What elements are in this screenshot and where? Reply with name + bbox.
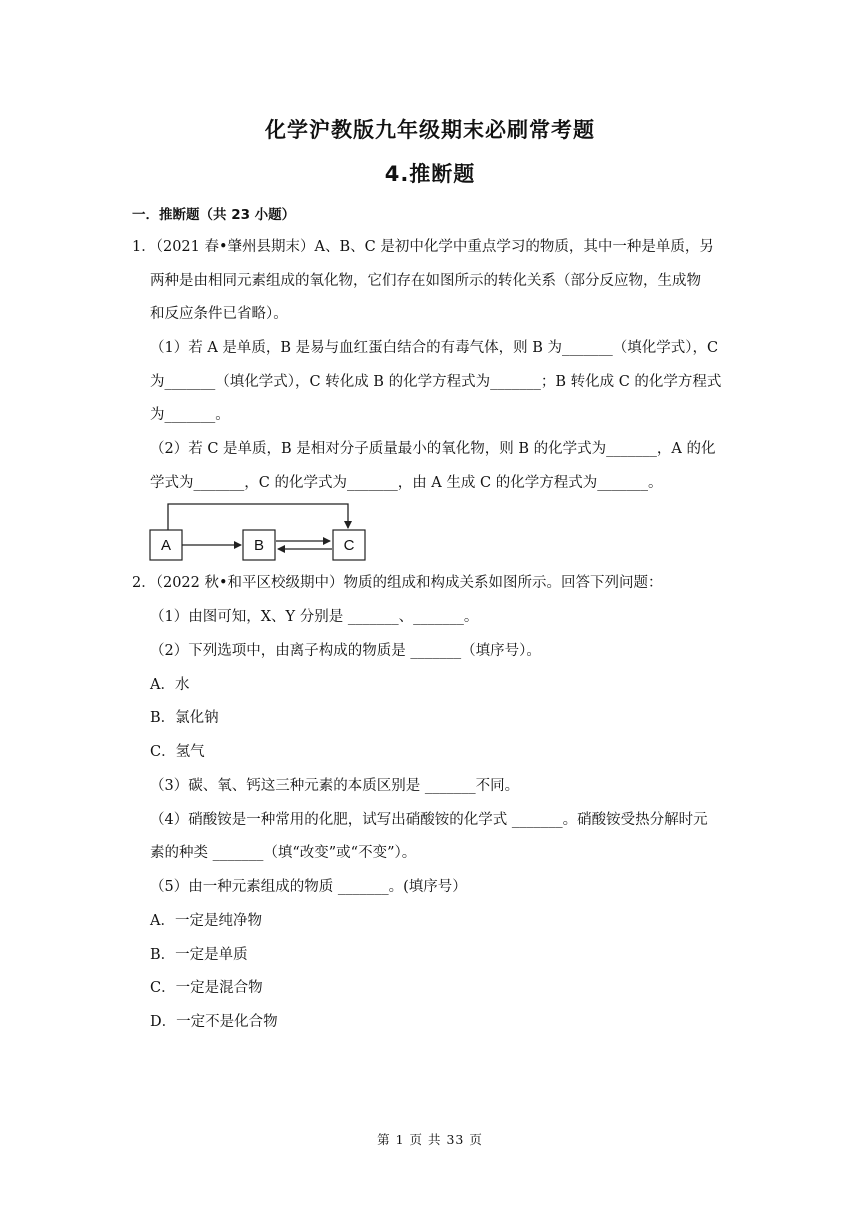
question-2-line-1: 2．（2022 秋•和平区校级期中）物质的组成和构成关系如图所示。回答下列问题： <box>132 575 663 591</box>
question-2-part-5-option-a: A．一定是纯净物 <box>150 913 262 929</box>
node-c-box <box>333 530 365 560</box>
node-b-label: B <box>253 537 265 554</box>
question-1-line-2: 两种是由相同元素组成的氧化物，它们存在如图所示的转化关系（部分反应物，生成物 <box>150 273 701 289</box>
section-heading: 一．推断题（共 23 小题） <box>132 207 296 223</box>
conversion-diagram <box>148 502 370 564</box>
node-c-label: C <box>343 537 355 554</box>
question-2-part-2-option-c: C．氢气 <box>150 744 205 760</box>
page-footer: 第 1 页 共 33 页 <box>377 1132 483 1147</box>
question-2-part-5: （5）由一种元素组成的物质 _______。(填序号） <box>150 879 467 895</box>
question-1-part-2-line-1: （2）若 C 是单质，B 是相对分子质量最小的氧化物，则 B 的化学式为_______，A 的化 <box>150 441 716 457</box>
question-2-part-5-option-c: C．一定是混合物 <box>150 980 263 996</box>
question-2-part-5-option-d: D．一定不是化合物 <box>150 1014 278 1030</box>
question-1-part-1-line-2: 为_______（填化学式），C 转化成 B 的化学方程式为_______；B 转化成 C 的化学方程式 <box>150 374 722 390</box>
node-b-box <box>243 530 275 560</box>
question-1-line-3: 和反应条件已省略）。 <box>150 306 288 322</box>
document-title: 化学沪教版九年级期末必刷常考题 <box>265 118 595 142</box>
question-2-part-4-line-2: 素的种类 _______（填“改变”或“不变”）。 <box>150 845 417 861</box>
node-a-box <box>150 530 182 560</box>
question-2-part-4-line-1: （4）硝酸铵是一种常用的化肥，试写出硝酸铵的化学式 _______。硝酸铵受热分解时元 <box>150 812 708 828</box>
document-subtitle: 4.推断题 <box>384 162 476 186</box>
question-2-part-5-option-b: B．一定是单质 <box>150 947 248 963</box>
question-1-part-1-line-1: （1）若 A 是单质，B 是易与血红蛋白结合的有毒气体，则 B 为_______（填化学式），C <box>150 340 719 356</box>
question-2-part-1: （1）由图可知，X、Y 分别是 _______、_______。 <box>150 609 479 625</box>
arrow-a-to-c <box>168 504 348 530</box>
question-1-part-2-line-2: 学式为_______，C 的化学式为_______，由 A 生成 C 的化学方程式为_______。 <box>150 475 663 491</box>
question-1-part-1-line-3: 为_______。 <box>150 407 230 423</box>
question-2-part-3: （3）碳、氧、钙这三种元素的本质区别是 _______不同。 <box>150 778 520 794</box>
question-2-part-2-option-b: B．氯化钠 <box>150 710 219 726</box>
question-1-line-1: 1．（2021 春•肇州县期末）A、B、C 是初中化学中重点学习的物质，其中一种是单质，另 <box>132 239 714 255</box>
question-2-part-2-option-a: A．水 <box>150 677 190 693</box>
node-a-label: A <box>160 537 172 554</box>
question-2-part-2: （2）下列选项中，由离子构成的物质是 _______（填序号）。 <box>150 643 541 659</box>
